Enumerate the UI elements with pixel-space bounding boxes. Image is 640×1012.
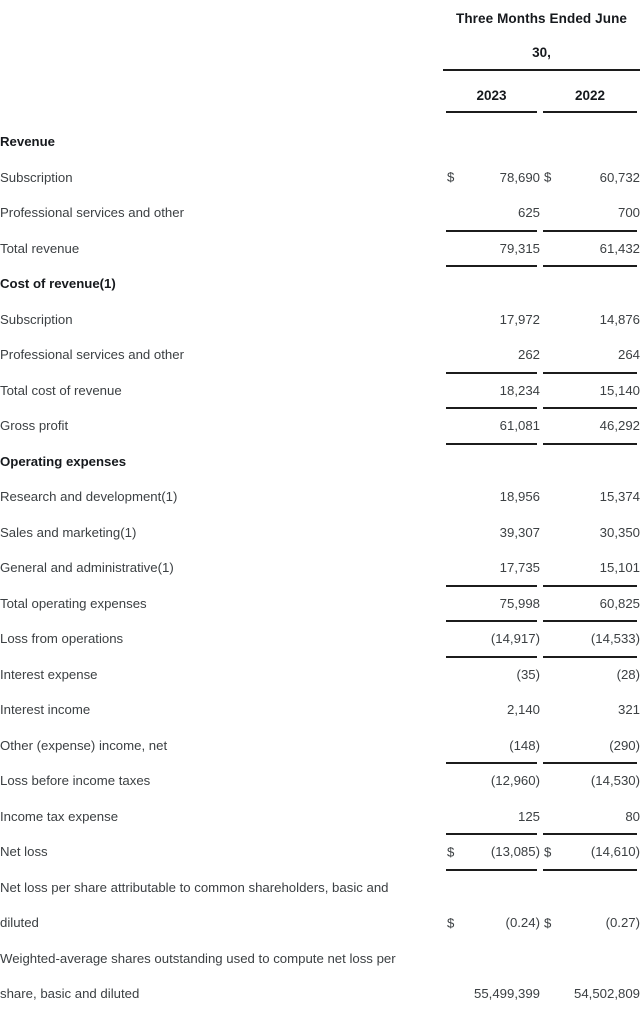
table-row <box>0 124 640 160</box>
header-years-spacer <box>0 80 443 111</box>
value-cell-2022 <box>540 195 640 231</box>
value-cell-2022 <box>540 337 640 373</box>
table-row <box>0 834 640 870</box>
row-label: Loss before income taxes <box>0 773 151 789</box>
row-label: Interest income <box>0 702 91 718</box>
value-cell-2022 <box>540 763 640 799</box>
value-cell-2023 <box>443 550 540 586</box>
row-label: diluted <box>0 915 39 931</box>
table-row <box>0 728 640 764</box>
value-2022: 46,292 <box>599 418 640 434</box>
table-header <box>0 0 640 124</box>
row-label: Weighted-average shares outstanding used to compute net loss per <box>0 950 396 966</box>
value-2023: 79,315 <box>499 240 540 256</box>
section-heading: Cost of revenue(1) <box>0 276 116 292</box>
section-heading: Operating expenses <box>0 453 127 469</box>
table-row <box>0 976 640 1012</box>
value-cell-2022 <box>540 834 640 870</box>
row-label: Loss from operations <box>0 631 124 647</box>
value-cell-2022 <box>540 586 640 622</box>
header-rule-row <box>0 69 640 80</box>
value-cell-2023 <box>443 870 540 906</box>
table-row <box>0 657 640 693</box>
value-cell-2023 <box>443 692 540 728</box>
row-label: Sales and marketing(1) <box>0 524 137 540</box>
value-cell-2023 <box>443 763 540 799</box>
header-period-line1: Three Months Ended June <box>455 10 628 26</box>
value-cell-2022 <box>540 976 640 1012</box>
value-2023: 125 <box>517 808 540 824</box>
value-2023: (13,085) <box>490 844 540 860</box>
value-2023: 17,972 <box>499 311 540 327</box>
header-years-rule-spacer <box>0 111 443 124</box>
value-cell-2023 <box>443 479 540 515</box>
value-2022: 60,732 <box>599 169 640 185</box>
currency-symbol: $ <box>544 169 552 185</box>
header-title-row <box>0 0 640 36</box>
row-label: share, basic and diluted <box>0 986 140 1002</box>
value-2023: 75,998 <box>499 595 540 611</box>
header-rule-2023 <box>443 111 540 124</box>
table-row <box>0 515 640 551</box>
value-cell-2022 <box>540 373 640 409</box>
value-2022: (14,530) <box>590 773 640 789</box>
value-2022: 61,432 <box>599 240 640 256</box>
value-cell-2023 <box>443 373 540 409</box>
value-2022: 321 <box>618 702 640 718</box>
row-label: Income tax expense <box>0 808 119 824</box>
value-cell-2022 <box>540 444 640 480</box>
value-2023: 18,956 <box>499 489 540 505</box>
value-2022: (28) <box>616 666 640 682</box>
value-2022: 80 <box>625 808 640 824</box>
row-label: Total cost of revenue <box>0 382 122 398</box>
row-label: Gross profit <box>0 418 69 434</box>
value-2023: 17,735 <box>499 560 540 576</box>
table-row <box>0 692 640 728</box>
currency-symbol: $ <box>544 844 552 860</box>
value-cell-2023 <box>443 728 540 764</box>
value-cell-2022 <box>540 302 640 338</box>
value-2022: 264 <box>618 347 640 363</box>
value-cell-2022 <box>540 479 640 515</box>
row-label: Total operating expenses <box>0 595 147 611</box>
header-divider <box>443 69 640 71</box>
value-cell-2023 <box>443 231 540 267</box>
value-2023: 55,499,399 <box>473 986 540 1002</box>
value-cell-2023 <box>443 586 540 622</box>
value-cell-2023 <box>443 657 540 693</box>
header-rule-2022 <box>540 111 640 124</box>
value-2022: 14,876 <box>599 311 640 327</box>
value-cell-2023 <box>443 621 540 657</box>
value-2022: 30,350 <box>599 524 640 540</box>
value-cell-2022 <box>540 657 640 693</box>
column-header-2023: 2023 <box>476 88 507 103</box>
table-row <box>0 302 640 338</box>
currency-symbol: $ <box>447 915 455 931</box>
value-2023: (12,960) <box>490 773 540 789</box>
value-2023: 262 <box>517 347 540 363</box>
table-row <box>0 763 640 799</box>
value-2022: (0.27) <box>605 915 640 931</box>
value-2023: (148) <box>509 737 540 753</box>
value-cell-2022 <box>540 231 640 267</box>
header-rule-full <box>443 69 640 80</box>
value-2022: (14,610) <box>590 844 640 860</box>
currency-symbol: $ <box>447 169 455 185</box>
row-label: Subscription <box>0 169 73 185</box>
value-cell-2023 <box>443 302 540 338</box>
value-cell-2023 <box>443 160 540 196</box>
value-cell-2023 <box>443 799 540 835</box>
row-label: Subscription <box>0 311 73 327</box>
row-label: Other (expense) income, net <box>0 737 168 753</box>
row-label: Total revenue <box>0 240 80 256</box>
value-cell-2022 <box>540 728 640 764</box>
value-cell-2023 <box>443 515 540 551</box>
table-row <box>0 941 640 977</box>
currency-symbol: $ <box>447 844 455 860</box>
value-2023: (14,917) <box>490 631 540 647</box>
table-body <box>0 124 640 1012</box>
value-cell-2023 <box>443 444 540 480</box>
row-label: Research and development(1) <box>0 489 178 505</box>
value-2023: (0.24) <box>505 915 540 931</box>
table-row <box>0 621 640 657</box>
value-cell-2023 <box>443 124 540 160</box>
value-2023: 61,081 <box>499 418 540 434</box>
value-2022: 15,140 <box>599 382 640 398</box>
value-cell-2022 <box>540 870 640 906</box>
value-2023: 39,307 <box>499 524 540 540</box>
table-row <box>0 444 640 480</box>
value-2022: (14,533) <box>590 631 640 647</box>
value-2022: 15,374 <box>599 489 640 505</box>
table-row <box>0 870 640 906</box>
value-2022: 15,101 <box>599 560 640 576</box>
value-2022: (290) <box>609 737 640 753</box>
value-2022: 60,825 <box>599 595 640 611</box>
value-cell-2022 <box>540 692 640 728</box>
table-row <box>0 479 640 515</box>
currency-symbol: $ <box>544 915 552 931</box>
column-divider-2023 <box>446 111 537 113</box>
value-2023: 625 <box>517 205 540 221</box>
value-cell-2023 <box>443 834 540 870</box>
value-2023: (35) <box>516 666 540 682</box>
header-years-rule-row <box>0 111 640 124</box>
value-cell-2023 <box>443 905 540 941</box>
value-cell-2022 <box>540 799 640 835</box>
table-row <box>0 905 640 941</box>
value-2023: 2,140 <box>506 702 540 718</box>
header-years-row <box>0 80 640 111</box>
table-row <box>0 195 640 231</box>
value-cell-2022 <box>540 266 640 302</box>
value-cell-2023 <box>443 266 540 302</box>
table-row <box>0 586 640 622</box>
value-cell-2022 <box>540 408 640 444</box>
value-cell-2022 <box>540 124 640 160</box>
table-row <box>0 337 640 373</box>
column-divider-2022 <box>543 111 637 113</box>
header-title-spacer <box>0 0 443 36</box>
value-cell-2023 <box>443 941 540 977</box>
table-row <box>0 231 640 267</box>
row-label: Professional services and other <box>0 205 184 221</box>
value-cell-2022 <box>540 515 640 551</box>
table-row <box>0 408 640 444</box>
table-row <box>0 160 640 196</box>
row-label: Professional services and other <box>0 347 184 363</box>
section-heading: Revenue <box>0 134 55 150</box>
value-cell-2022 <box>540 160 640 196</box>
value-2023: 18,234 <box>499 382 540 398</box>
value-cell-2022 <box>540 550 640 586</box>
header-period-line2: 30, <box>532 45 551 60</box>
value-cell-2022 <box>540 941 640 977</box>
value-cell-2022 <box>540 621 640 657</box>
row-label: Interest expense <box>0 666 98 682</box>
value-2022: 700 <box>618 205 640 221</box>
table-row <box>0 373 640 409</box>
row-label: General and administrative(1) <box>0 560 174 576</box>
table-row <box>0 266 640 302</box>
header-subtitle-spacer <box>0 36 443 69</box>
value-cell-2022 <box>540 905 640 941</box>
table-row <box>0 550 640 586</box>
value-cell-2023 <box>443 337 540 373</box>
row-label: Net loss per share attributable to common shareholders, basic and <box>0 879 389 895</box>
value-2023: 78,690 <box>499 169 540 185</box>
header-subtitle-row <box>0 36 640 69</box>
row-label: Net loss <box>0 844 48 860</box>
column-header-2022: 2022 <box>574 88 606 103</box>
table-row <box>0 799 640 835</box>
header-rule-spacer <box>0 69 443 80</box>
value-cell-2023 <box>443 408 540 444</box>
value-cell-2023 <box>443 195 540 231</box>
value-2022: 54,502,809 <box>574 986 640 1002</box>
value-cell-2023 <box>443 976 540 1012</box>
